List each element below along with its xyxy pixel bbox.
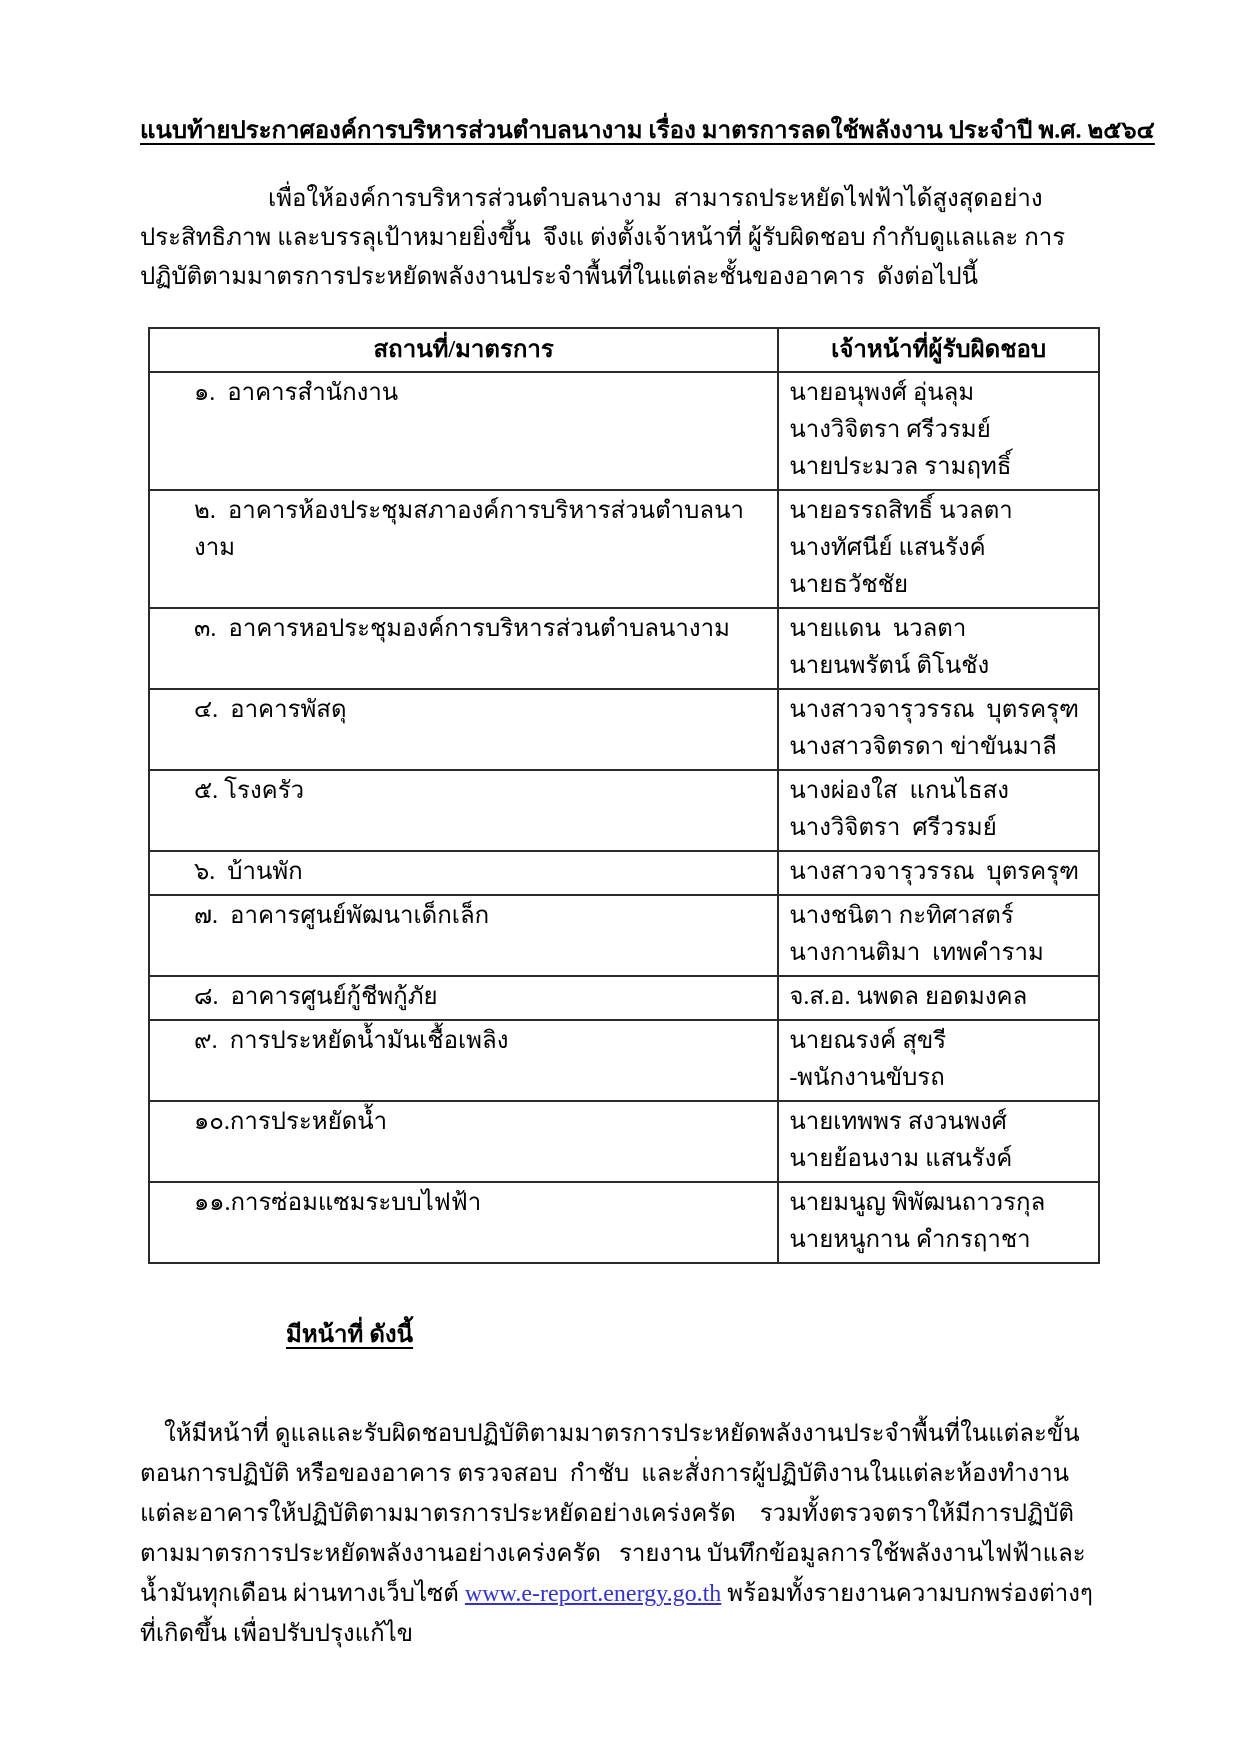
table-row: [149, 1101, 1099, 1182]
officer-name: นายประมวล รามฤทธิ์: [789, 454, 1012, 480]
table-header-officer: เจ้าหน้าที่ผู้รับผิดชอบ: [778, 328, 1099, 372]
location-cell: ๘. อาคารศูนย์กู้ชีพกู้ภัย: [149, 976, 778, 1020]
officers-cell: [778, 1182, 1099, 1263]
officer-name: นางวิจิตรา ศรีวรมย์: [789, 815, 997, 841]
table-row: [149, 689, 1099, 770]
officer-name: นางสาวจิตรดา ข่าขันมาลี: [789, 734, 1057, 760]
officer-name: นายณรงค์ สุขรี: [789, 1028, 947, 1054]
duty-heading: มีหน้าที่ ดังนี้: [286, 1322, 414, 1348]
energy-report-link[interactable]: www.e-report.energy.go.th: [464, 1581, 722, 1607]
officer-name: นายเทพพร สงวนพงศ์: [789, 1109, 1007, 1135]
table-row: [149, 490, 1099, 608]
location-cell: ๑. อาคารสำนักงาน: [149, 372, 778, 490]
officer-name: นางผ่องใส แกนไธสง: [789, 778, 1009, 804]
table-row: [149, 1020, 1099, 1101]
officer-name: นางวิจิตรา ศรีวรมย์: [789, 417, 991, 443]
table-row: [149, 770, 1099, 851]
duty-paragraph: [140, 1374, 1101, 1694]
officer-name: นางกานติมา เทพคำราม: [789, 940, 1044, 966]
officers-cell: [778, 895, 1099, 976]
intro-paragraph: เพื่อให้องค์การบริหารส่วนตำบลนางาม สามารถประหยัดไฟฟ้าได้สูงสุดอย่างประสิทธิภาพ และบรรลุเป้าหมายยิ่งขึ้น จึงแ ต่งตั้งเจ้าหน้าที่ ผู้รับผิดชอบ กำกับดูแลและ การปฏิบัติตามมาตรการประหยัดพลังงานประจำพื้นที่ในแต่ละชั้นของอาคาร ดังต่อไปนี้: [140, 186, 1066, 290]
officer-name: จ.ส.อ. นพดล ยอดมงคล: [789, 984, 1028, 1010]
officer-name: นางชนิตา กะทิศาสตร์: [789, 903, 1014, 929]
officers-cell: [778, 372, 1099, 490]
table-row: [149, 895, 1099, 976]
officers-cell: [778, 976, 1099, 1020]
officer-name: นายอรรถสิทธิ์ นวลตา: [789, 498, 1013, 524]
duty-text-before-link: ให้มีหน้าที่ ดูแลและรับผิดชอบปฏิบัติตามมาตรการประหยัดพลังงานประจำพื้นที่ในแต่ละขั้นตอนการปฏิบัติ หรือของอาคาร ตรวจสอบ กำชับ และสั่งการผู้ปฏิบัติงานในแต่ละห้องทำงานแต่ละอาคารให้ปฏิบัติตามมาตรการประหยัดอย่างเคร่งครัด รวมทั้งตรวจตราให้มีการปฏิบัติตามมาตรการประหยัดพลังงานอย่างเคร่งครัด รายงาน บันทึกข้อมูลการใช้พลังงานไฟฟ้าและน้ำมันทุกเดือน ผ่านทางเว็บไซต์: [140, 1421, 1086, 1607]
officer-name: นายหนูกาน คำกรฤาชา: [789, 1227, 1031, 1253]
officers-cell: [778, 689, 1099, 770]
officer-name: นายมนูญ พิพัฒนถาวรกุล: [789, 1190, 1046, 1216]
table-header-location: สถานที่/มาตรการ: [149, 328, 778, 372]
officer-name: นายธวัชชัย: [789, 572, 909, 598]
location-cell: ๗. อาคารศูนย์พัฒนาเด็กเล็ก: [149, 895, 778, 976]
officer-name: -พนักงานขับรถ: [789, 1065, 945, 1091]
officer-name: นางสาวจารุวรรณ บุตรครุฑ: [789, 859, 1080, 885]
location-cell: ๙. การประหยัดน้ำมันเชื้อเพลิง: [149, 1020, 778, 1101]
location-cell: ๑๑.การซ่อมแซมระบบไฟฟ้า: [149, 1182, 778, 1263]
officers-cell: [778, 770, 1099, 851]
table-row: [149, 608, 1099, 689]
duty-text-after-link: พร้อมทั้งรายงานความบกพร่องต่างๆที่เกิดขึ้น เพื่อปรับปรุงแก้ไข: [140, 1581, 1093, 1647]
location-cell: ๔. อาคารพัสดุ: [149, 689, 778, 770]
officers-cell: [778, 1020, 1099, 1101]
officer-name: นายแดน นวลตา: [789, 616, 967, 642]
officer-name: นายย้อนงาม แสนรังค์: [789, 1146, 1013, 1172]
location-cell: ๒. อาคารห้องประชุมสภาองค์การบริหารส่วนตำบลนางาม: [149, 490, 778, 608]
location-cell: ๓. อาคารหอประชุมองค์การบริหารส่วนตำบลนางาม: [149, 608, 778, 689]
officers-cell: [778, 490, 1099, 608]
officer-name: นายอนุพงศ์ อุ่นลุม: [789, 380, 975, 406]
officer-name: นางทัศนีย์ แสนรังค์: [789, 535, 986, 561]
table-row: [149, 1182, 1099, 1263]
officers-cell: [778, 851, 1099, 895]
document-title: แนบท้ายประกาศองค์การบริหารส่วนตำบลนางาม เรื่อง มาตรการลดใช้พลังงาน ประจำปี พ.ศ. ๒๕๖๔: [140, 118, 1155, 144]
table-row: [149, 976, 1099, 1020]
officer-name: นายนพรัตน์ ติโนชัง: [789, 653, 990, 679]
table-row: [149, 372, 1099, 490]
officer-name: นางสาวจารุวรรณ บุตรครุฑ: [789, 697, 1080, 723]
table-row: [149, 851, 1099, 895]
officers-cell: [778, 608, 1099, 689]
responsibility-table: [148, 327, 1100, 1264]
location-cell: ๖. บ้านพัก: [149, 851, 778, 895]
table-header-row: [149, 328, 1099, 372]
location-cell: ๕. โรงครัว: [149, 770, 778, 851]
officers-cell: [778, 1101, 1099, 1182]
location-cell: ๑๐.การประหยัดน้ำ: [149, 1101, 778, 1182]
